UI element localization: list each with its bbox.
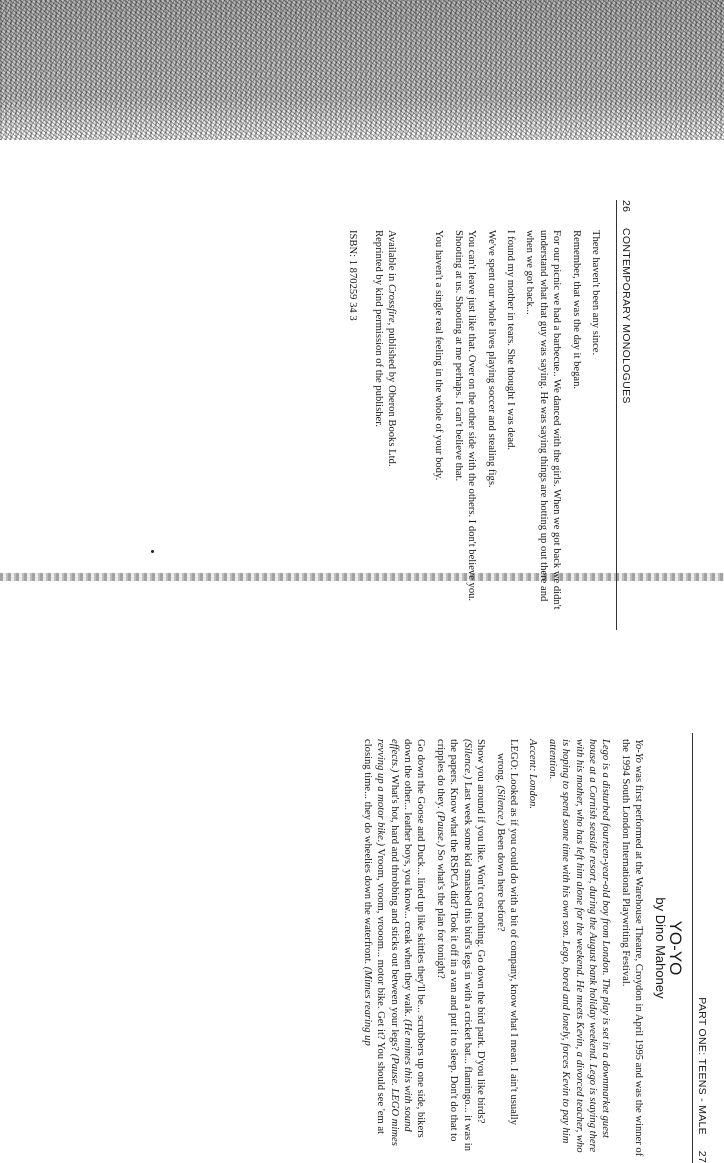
paragraph: For our picnic we had a barbecue.. We danced with the girls. When we got back we didn't understand what that guy was saying. He was saying things are hotting up out there and when we got back... xyxy=(524,230,563,610)
page-number: 26 xyxy=(620,200,632,213)
speech-paragraph: Go down the Goose and Duck... lined up like skittles they'll be... scrubbers up one side, bikers down the other... leather boys, you know... creak when they walk. (He mimes this with sound effects.) What's hot, hard and throbbing and sticks out between your legs? (Pause. LEGO mimes revving up a motor bike.) Vroom, vroom, vrooom... motor bike. Get it? You should see 'em at closing time... they do wheelies down the waterfront. (Mimes rearing up xyxy=(361,739,427,1146)
running-head: PART ONE: TEENS - MALE xyxy=(696,997,708,1135)
monologue-text xyxy=(354,739,684,1157)
header-rule xyxy=(616,200,617,630)
paragraph: Remember, that was the day it began. xyxy=(570,230,582,390)
ink-speck xyxy=(151,550,154,553)
speech: LEGO: Looked as if you could do with a bit of company, know what I mean. I ain't usually wrong. (Silence.) Been down here before? xyxy=(494,739,519,1126)
scan-noise-band xyxy=(0,0,724,140)
byline: by Dino Mahoney xyxy=(652,897,668,999)
play-title: YO-YO xyxy=(666,920,685,976)
paragraph: There haven't been any since. xyxy=(590,230,601,356)
permission-note: Reprinted by kind permission of the publisher. xyxy=(372,230,384,427)
page-header xyxy=(690,733,710,1163)
production-note: Yo-Yo was first performed at the Warehouse Theatre, Croydon in April 1995 and was the winner of the 1994 South London International Playwriting Festival. xyxy=(619,739,645,1157)
accent-note: Accent: London. xyxy=(527,739,539,810)
synopsis: Lego is a disturbed fourteen-year-old boy from London. The play is set in a downmarket guest house at a Cornish seaside resort, during the August bank holiday weekend. Lego is staying there with his mother, who has left him alone for the weekend. He meets Kevin, a divorced teacher, who is hoping to spend some time with his own son. Lego, bored and lonely, forces Kevin to pay him attention. xyxy=(546,739,612,1153)
page-26 xyxy=(84,200,634,630)
paragraph: You haven't a single real feeling in the whole of your body. xyxy=(433,230,445,481)
page-header xyxy=(614,200,634,630)
running-head: CONTEMPORARY MONOLOGUES xyxy=(620,228,632,404)
isbn: ISBN: 1 870259 34 3 xyxy=(347,230,359,321)
monologue-text xyxy=(340,230,602,622)
speech-paragraph: Show you around if you like. Won't cost nothing. Go down the bird park. D'you like birds? (Silence.) Last week some kid smashed this bird's legs in with a cricket bat... flamingo... it was in the papers. Know what the RSPCA did? Took it off in a van and put it to sleep. Don't do that to cripples do they. (Pause.) So what's the plan for tonight? xyxy=(434,739,487,1152)
header-rule xyxy=(692,733,693,1163)
page-number: 27 xyxy=(696,1150,708,1163)
paragraph: We've spent our whole lives playing soccer and stealing figs. xyxy=(485,230,497,488)
paragraph: You can't leave just like that. Over on the other side with the others. I don't believe you. Shooting at us. Shooting at me perhaps. I can't believe that. xyxy=(452,230,478,602)
availability-note: Available in Crossfire, published by Oberon Books Ltd. xyxy=(385,230,397,467)
paragraph: I found my mother in tears. She thought I was dead. xyxy=(504,230,516,451)
page-27 xyxy=(10,733,710,1163)
